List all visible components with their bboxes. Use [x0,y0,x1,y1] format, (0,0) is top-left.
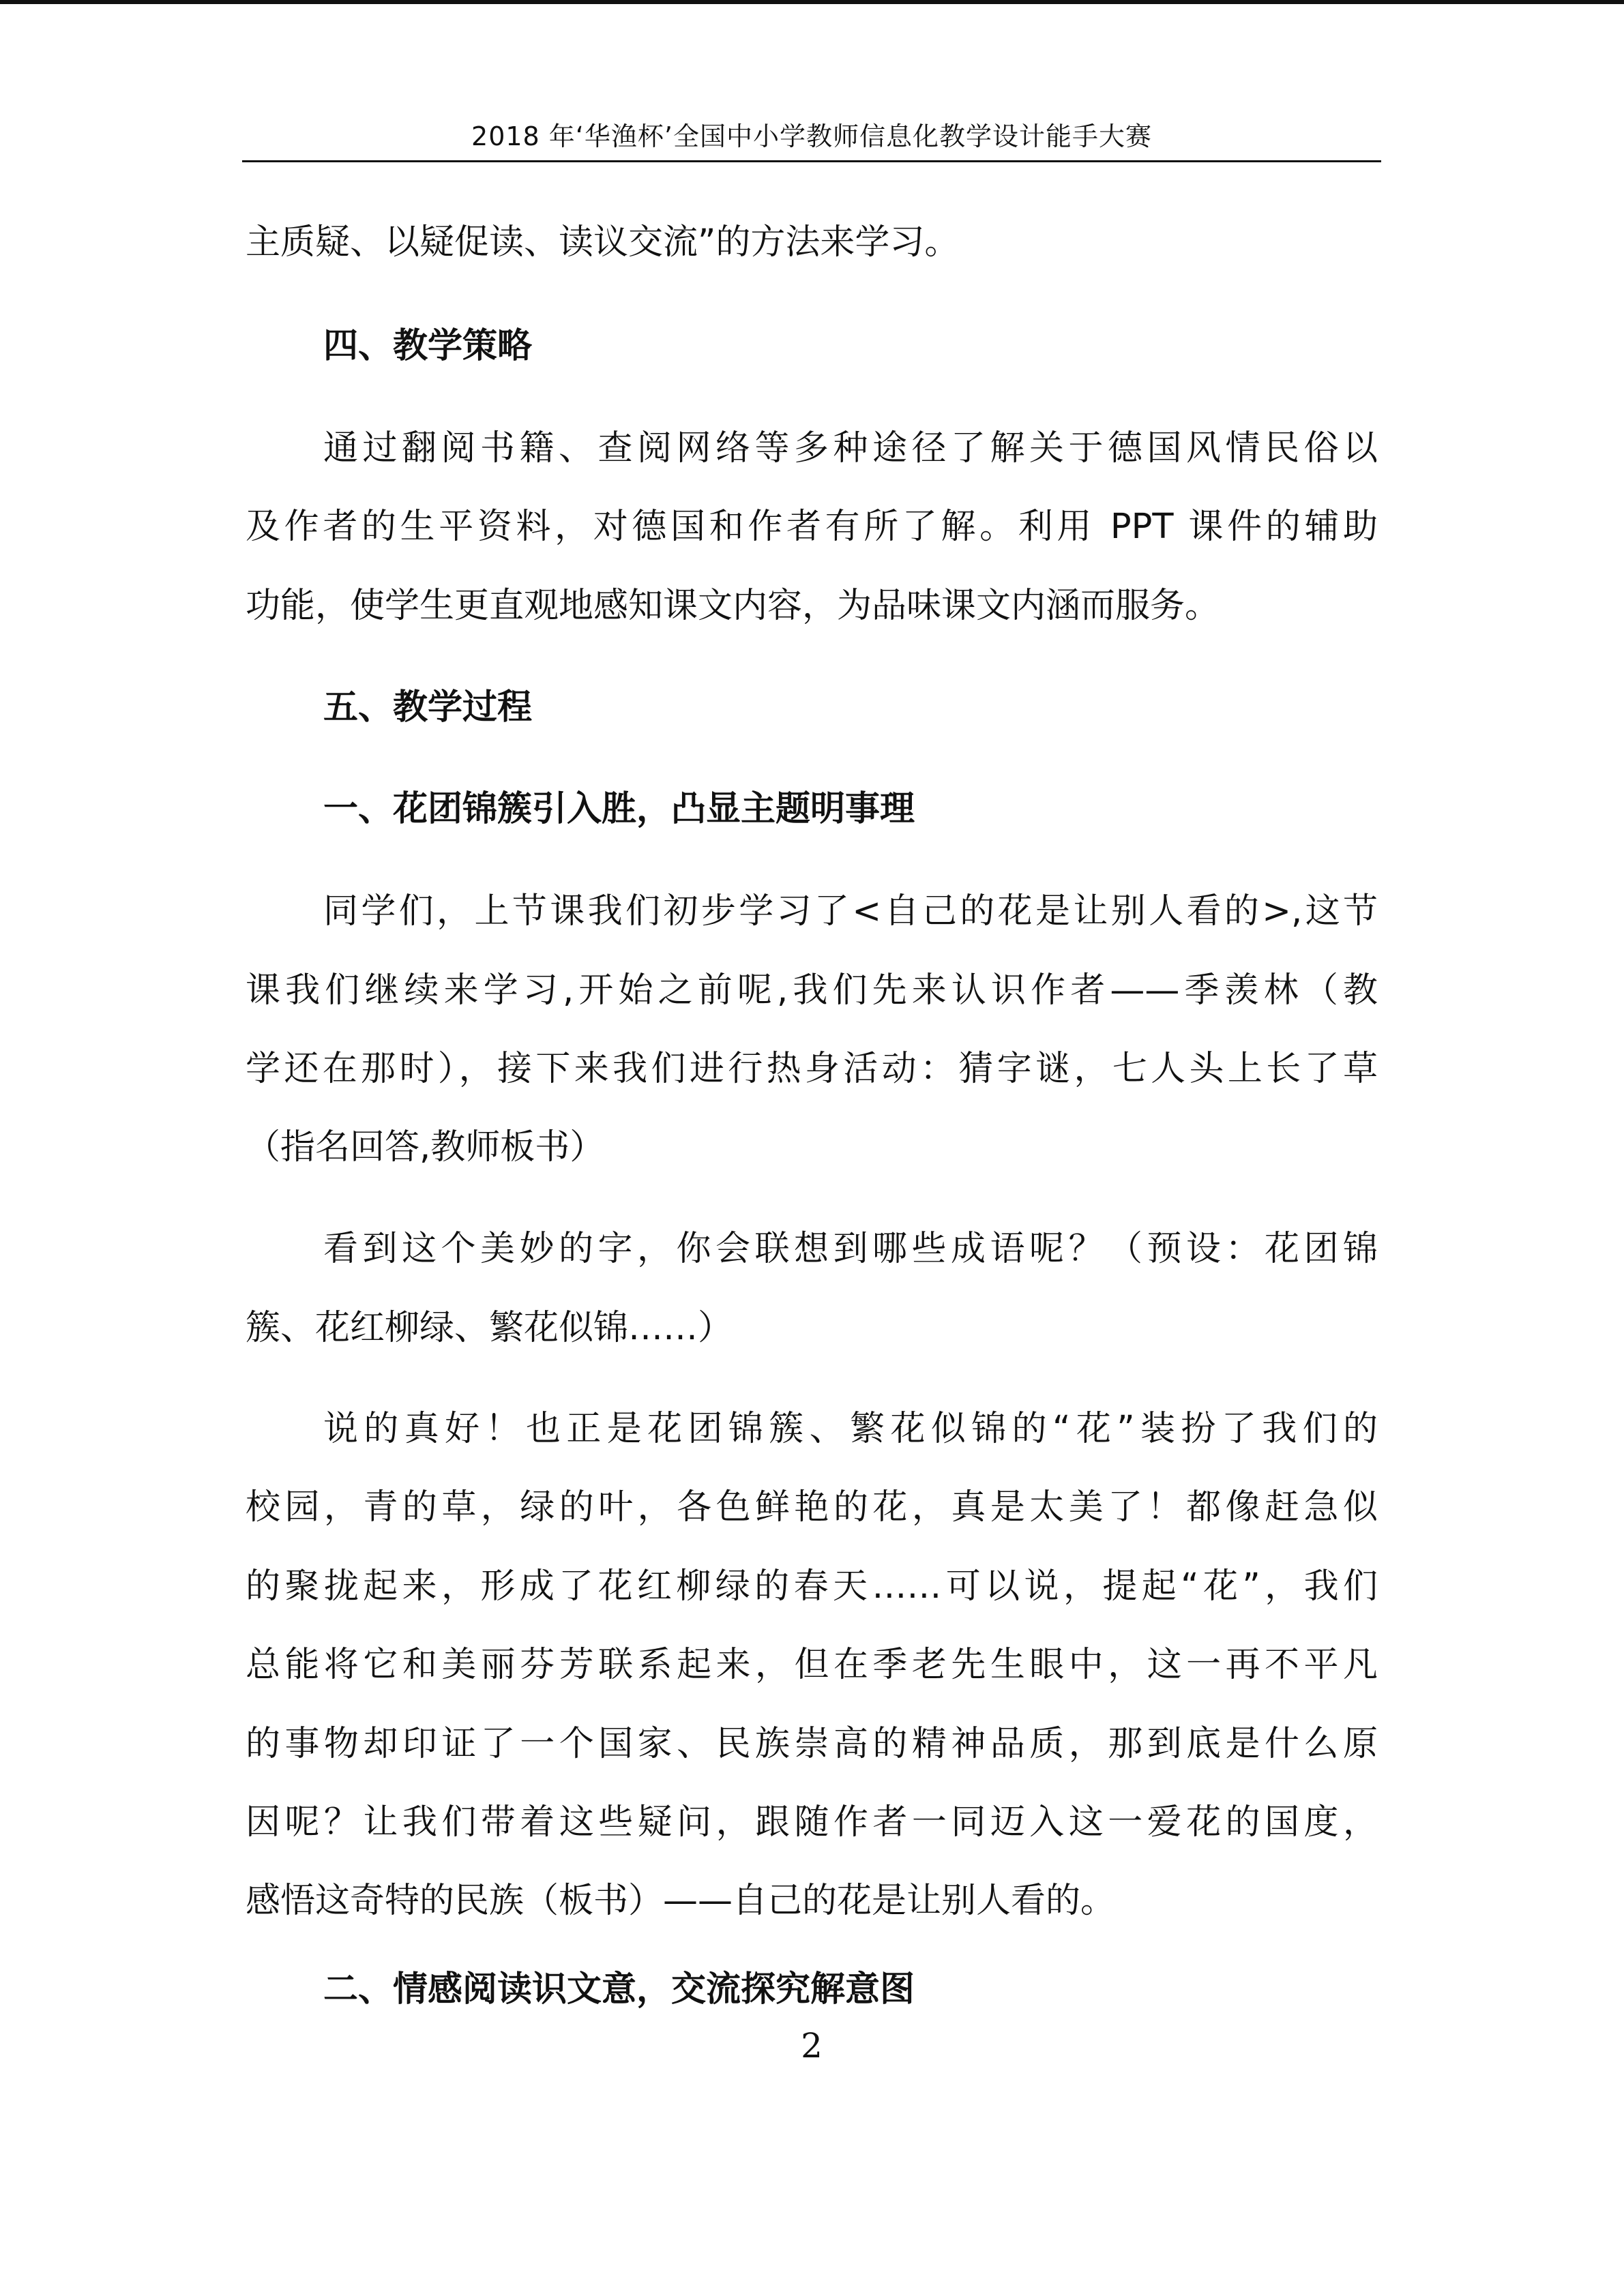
section-heading-teaching-process: 五、教学过程 [323,687,533,728]
body-line: 课我们继续来学习,开始之前呢,我们先来认识作者——季羡林（教 [246,970,1378,1011]
body-line: 通过翻阅书籍、查阅网络等多种途径了解关于德国风情民俗以 [323,428,1378,468]
body-line: 及作者的生平资料，对德国和作者有所了解。利用 PPT 课件的辅助 [246,507,1378,547]
page-header: 2018 年‘华渔杯’全国中小学教师信息化教学设计能手大赛 [471,121,1152,151]
body-line: 同学们，上节课我们初步学习了<自己的花是让别人看的>,这节 [323,891,1378,931]
body-line: （指名回答,教师板书） [246,1127,605,1167]
top-border-line [0,0,1624,4]
body-line: 的事物却印证了一个国家、民族崇高的精神品质，那到底是什么原 [246,1724,1378,1764]
header-rule [242,160,1381,162]
body-line: 簇、花红柳绿、繁花似锦……） [246,1308,733,1348]
body-line: 说的真好！也正是花团锦簇、繁花似锦的“花”装扮了我们的 [323,1409,1378,1449]
body-line: 看到这个美妙的字，你会联想到哪些成语呢？（预设：花团锦 [323,1229,1378,1269]
subsection-heading-1: 一、花团锦簇引入胜，凸显主题明事理 [323,789,915,829]
section-heading-teaching-strategy: 四、教学策略 [323,326,533,366]
body-line: 的聚拢起来，形成了花红柳绿的春天……可以说，提起“花”，我们 [246,1566,1378,1607]
body-line: 校园，青的草，绿的叶，各色鲜艳的花，真是太美了！都像赶急似 [246,1487,1378,1527]
body-line: 感悟这奇特的民族（板书）——自己的花是让别人看的。 [246,1881,1116,1921]
body-line: 主质疑、以疑促读、读议交流”的方法来学习。 [246,222,960,263]
body-line: 功能，使学生更直观地感知课文内容，为品味课文内涵而服务。 [246,586,1220,626]
subsection-heading-2: 二、情感阅读识文意，交流探究解意图 [323,1969,915,2010]
body-line: 因呢？让我们带着这些疑问，跟随作者一同迈入这一爱花的国度， [246,1802,1378,1843]
body-line: 总能将它和美丽芬芳联系起来，但在季老先生眼中，这一再不平凡 [246,1645,1378,1685]
page-number: 2 [801,2026,823,2066]
body-line: 学还在那时），接下来我们进行热身活动：猜字谜，七人头上长了草 [246,1049,1378,1089]
